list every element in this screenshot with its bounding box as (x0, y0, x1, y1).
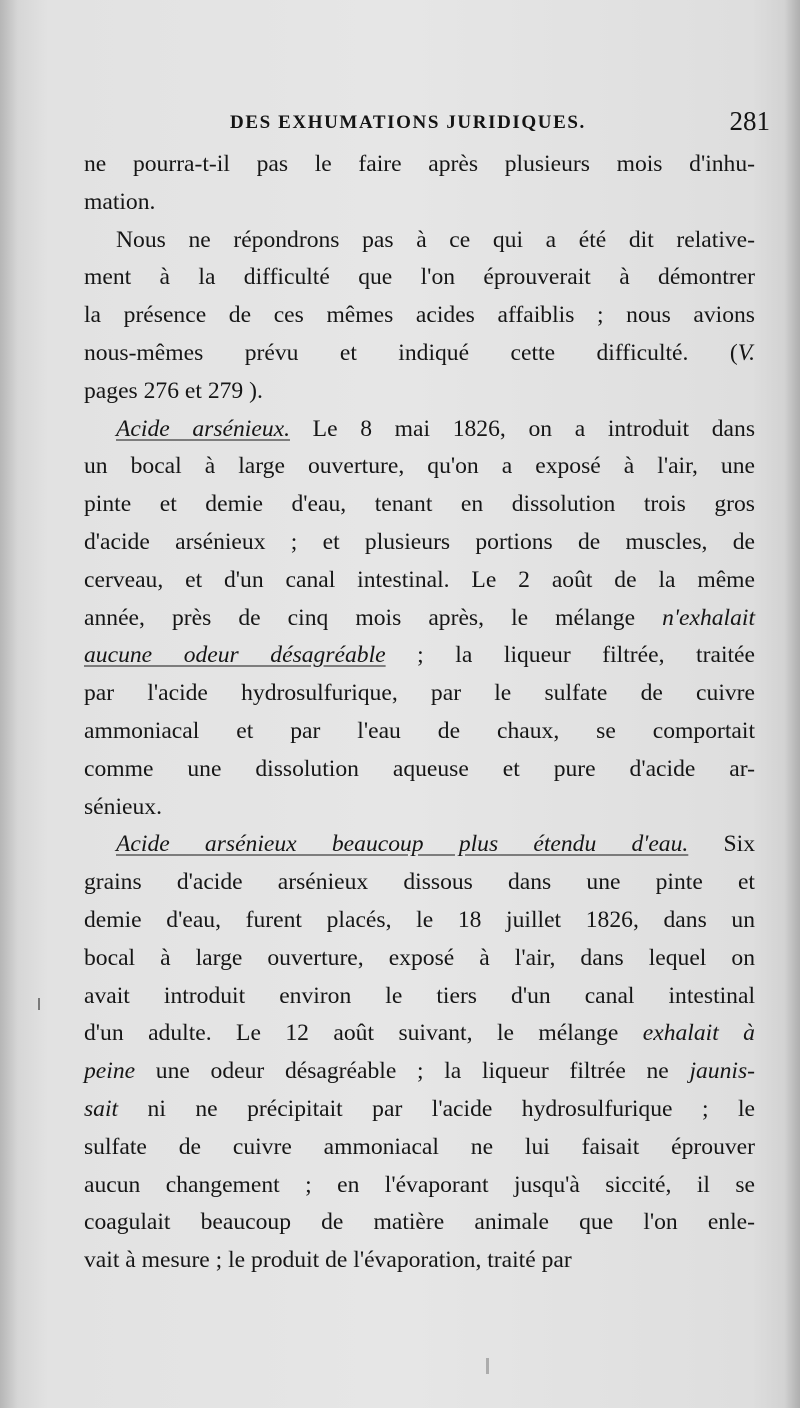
paragraph-2 (84, 222, 755, 411)
text-run: année, près de cinq mois après, le mélange (84, 604, 663, 631)
text-line (84, 222, 755, 260)
italic-text: n'exhalait (662, 604, 755, 631)
text-line (84, 637, 755, 675)
page-header (230, 106, 770, 140)
text-line (84, 297, 755, 335)
text-run: mation. (84, 188, 156, 215)
italic-text: peine (84, 1058, 136, 1085)
text-run: bocal à large ouverture, exposé à l'air, dans lequel on (84, 944, 755, 971)
text-run: cerveau, et d'un canal intestinal. Le 2 août de la même (84, 566, 755, 593)
text-line (84, 184, 755, 222)
text-run: demie d'eau, furent placés, le 18 juillet 1826, dans un (84, 906, 755, 933)
text-line (84, 1091, 755, 1129)
text-run: grains d'acide arsénieux dissous dans une pinte et (84, 869, 755, 896)
italic-text: jaunis- (689, 1058, 755, 1085)
text-line (84, 1204, 755, 1242)
text-line (84, 1053, 755, 1091)
text-run: par l'acide hydrosulfurique, par le sulfate de cuivre (84, 680, 755, 707)
text-run: ne pourra-t-il pas le faire après plusieurs mois d'inhu- (84, 151, 755, 177)
text-line (84, 978, 755, 1016)
text-line (84, 902, 755, 940)
text-line (84, 713, 755, 751)
text-line (84, 524, 755, 562)
text-line (84, 411, 755, 449)
text-line (84, 486, 755, 524)
text-line (84, 789, 755, 827)
paragraph-4 (84, 826, 755, 1280)
text-run: un bocal à large ouverture, qu'on a exposé à l'air, une (84, 453, 755, 480)
text-line (84, 826, 755, 864)
text-line (84, 259, 755, 297)
page-edge-shadow-left (0, 0, 18, 1408)
text-run: pinte et demie d'eau, tenant en dissolution trois gros (84, 491, 755, 518)
text-line (84, 373, 755, 411)
text-run: sénieux. (84, 793, 162, 820)
text-line (84, 1015, 755, 1053)
text-run: nous-mêmes prévu et indiqué cette difficulté. ( (84, 339, 738, 366)
text-line (84, 335, 755, 373)
text-run: aucun changement ; en l'évaporant jusqu'à siccité, il se (84, 1171, 755, 1198)
text-line (84, 1129, 755, 1167)
body-text (84, 146, 755, 1280)
italic-text: aucune odeur désagréable (84, 642, 386, 669)
margin-mark (38, 998, 40, 1010)
text-run: la présence de ces mêmes acides affaiblis ; nous avions (84, 302, 755, 329)
italic-text: V. (737, 339, 755, 366)
italic-text: exhalait à (642, 1020, 755, 1047)
text-run: vait à mesure ; le produit de l'évaporation, traité par (84, 1247, 572, 1274)
running-head: DES EXHUMATIONS JURIDIQUES. (230, 112, 586, 133)
italic-text: Acide arsénieux beaucoup plus étendu d'eau. (116, 831, 689, 858)
paragraph-3 (84, 411, 755, 827)
text-line (84, 940, 755, 978)
text-run: ammoniacal et par l'eau de chaux, se comportait (84, 717, 755, 744)
page-edge-shadow-right (784, 0, 800, 1408)
text-run: avait introduit environ le tiers d'un canal intestinal (84, 982, 755, 1009)
text-run: une odeur désagréable ; la liqueur filtrée ne (135, 1058, 690, 1085)
text-run: coagulait beaucoup de matière animale que l'on enle- (84, 1209, 755, 1236)
text-line (84, 600, 755, 638)
text-run: ni ne précipitait par l'acide hydrosulfurique ; le (118, 1095, 755, 1122)
text-run: ment à la difficulté que l'on éprouverait à démontrer (84, 264, 755, 291)
text-line (84, 448, 755, 486)
text-line (84, 146, 755, 184)
text-line (84, 675, 755, 713)
text-run: Six (688, 831, 755, 858)
text-run: sulfate de cuivre ammoniacal ne lui faisait éprouver (84, 1133, 755, 1160)
text-line (84, 1167, 755, 1205)
text-line (84, 751, 755, 789)
italic-text: Acide arsénieux. (116, 415, 290, 442)
text-run: ; la liqueur filtrée, traitée (385, 642, 755, 669)
text-line (84, 1242, 755, 1280)
italic-text: sait (84, 1095, 119, 1122)
text-run: Le 8 mai 1826, on a introduit dans (290, 415, 755, 442)
page-number: 281 (729, 106, 770, 136)
text-line (84, 562, 755, 600)
text-line (84, 864, 755, 902)
text-run: d'un adulte. Le 12 août suivant, le mélange (84, 1020, 643, 1047)
paragraph-1 (84, 146, 755, 222)
text-run: Nous ne répondrons pas à ce qui a été dit relative- (116, 226, 755, 253)
ink-speck (486, 1358, 489, 1374)
text-run: pages 276 et 279 ). (84, 377, 263, 404)
text-run: comme une dissolution aqueuse et pure d'acide ar- (84, 755, 755, 782)
text-run: d'acide arsénieux ; et plusieurs portions de muscles, de (84, 528, 755, 555)
